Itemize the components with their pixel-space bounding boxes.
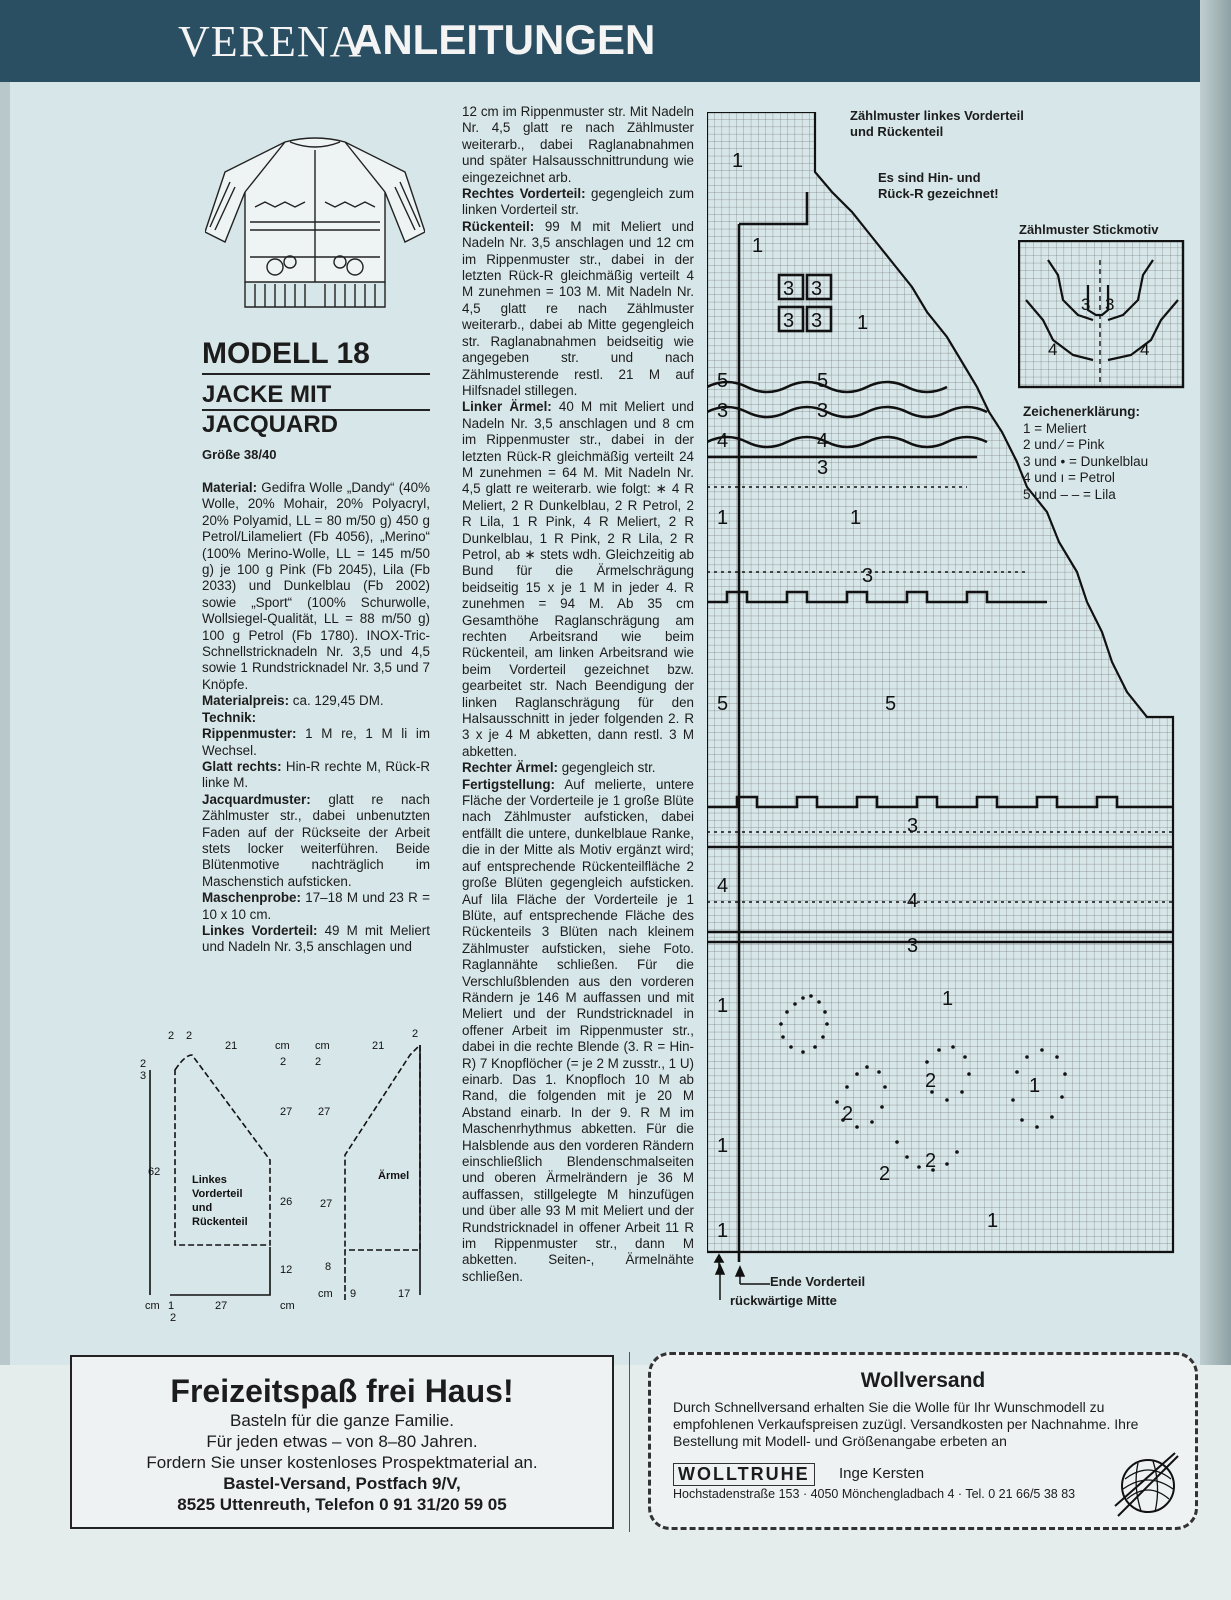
chart-number: 1 (752, 235, 764, 257)
chart-number: 5 (817, 370, 829, 392)
chart-number: 1 (717, 1220, 729, 1242)
stick-motif-title: Zählmuster Stickmotiv (1019, 222, 1159, 237)
schematic-measure: cm (280, 1300, 295, 1312)
legend (1023, 404, 1148, 503)
paragraph: Rechter Ärmel: gegengleich str. (462, 760, 656, 776)
schematic-measure: 2 (170, 1312, 177, 1324)
paragraph: Linkes Vorderteil: 49 M mit Meliert und Nadeln Nr. 3,5 anschlagen und (202, 922, 430, 955)
schematic-measure: 2 (315, 1056, 322, 1068)
chart-number: 2 (879, 1163, 891, 1185)
yarn-ball-icon (1113, 1451, 1183, 1521)
chart-number: 1 (1029, 1075, 1041, 1097)
page-header (0, 0, 1231, 82)
legend-title: Zeichenerklärung: (1023, 404, 1141, 419)
size-label: Größe 38/40 (202, 447, 277, 462)
paragraph: Rückenteil: 99 M mit Meliert und Nadeln Nr. 3,5 anschlagen und 12 cm im Rippenmuster str., dabei in der letzten Rück-R gleichmäßig verteilt 4 M zunehmen = 103 M. Mit Nadeln Nr. 4,5 glatt re nach Zählmuster weiterarb., dabei ab Mitte gegengleich str. Raglanabnahmen beidseitig wie angegeben str. und nach Zählmusterende restl. 21 M auf Hilfsnadel stillegen. (462, 218, 694, 398)
chart-number: 3 (862, 565, 874, 587)
legend-item: 1 = Meliert (1023, 420, 1087, 436)
schematic-label: Vorderteil (192, 1188, 243, 1200)
schematic-measure: 9 (350, 1288, 357, 1300)
chart-number: 3 (817, 400, 829, 422)
schematic-measure: cm (318, 1288, 333, 1300)
schematic-measure: 3 (140, 1070, 147, 1082)
stick-number: 4 (1140, 340, 1150, 359)
paragraph: Rippenmuster: 1 M re, 1 M li im Wechsel. (202, 726, 430, 758)
chart-number: 3 (907, 815, 919, 837)
chart-number: 4 (717, 875, 729, 897)
legend-item: 2 und ⁄ = Pink (1023, 437, 1105, 452)
legend-item: 5 und – – = Lila (1023, 486, 1116, 502)
sweater-sketch (205, 132, 425, 312)
chart-number: 5 (885, 693, 897, 715)
chart-number: 2 (925, 1070, 937, 1092)
instructions-column-1 (202, 480, 430, 956)
chart-number: 1 (717, 995, 729, 1017)
chart-number: 5 (717, 370, 729, 392)
chart-number: 1 (942, 988, 954, 1010)
schematic-measure: 2 (186, 1030, 193, 1042)
paragraph: Glatt rechts: Hin-R rechte M, Rück-R linke M. (202, 758, 430, 791)
schematic-label: Rückenteil (192, 1216, 248, 1228)
chart-number: 1 (857, 312, 869, 334)
paragraph: Jacquardmuster: glatt re nach Zählmuster str., dabei unbenutzten Faden auf der Rückseite der Arbeit stets locker weiterführen. Beide Blütenmotive nachträglich im Maschenstich aufsticken. (202, 791, 430, 889)
chart-number: 3 (783, 310, 795, 332)
schematic-label: Ärmel (378, 1170, 410, 1182)
instructions-column-2 (462, 104, 694, 1285)
schematic-measure: 21 (372, 1040, 385, 1052)
schematic-measure: cm (275, 1040, 290, 1052)
chart-number: 4 (717, 430, 729, 452)
chart-number: 4 (817, 430, 829, 452)
ad-address: Hochstadenstraße 153 · 4050 Mönchengladbach 4 · Tel. 0 21 66/5 38 83 (673, 1487, 1076, 1501)
schematic-measure: 12 (280, 1264, 293, 1276)
garment-schematic (130, 1025, 440, 1325)
schematic-measure: 1 (168, 1300, 175, 1312)
chart-number: 2 (925, 1150, 937, 1172)
ad-owner: Inge Kersten (839, 1465, 925, 1482)
schematic-measure: 17 (398, 1288, 411, 1300)
paragraph: Technik: (202, 709, 257, 725)
section-title: ANLEITUNGEN (352, 16, 656, 63)
chart-arrows (712, 1262, 772, 1302)
page-right-edge (1200, 0, 1231, 1600)
ad-line: Für jeden etwas – von 8–80 Jahren. (206, 1432, 478, 1451)
model-title: MODELL 18 (202, 337, 430, 375)
schematic-measure: 21 (225, 1040, 238, 1052)
ad-line: Basteln für die ganze Familie. (230, 1411, 454, 1430)
paragraph: Materialpreis: ca. 129,45 DM. (202, 693, 384, 709)
ad-bastel-versand (70, 1355, 614, 1529)
schematic-measure: 62 (148, 1166, 161, 1178)
chart-number: 3 (817, 457, 829, 479)
ad-address: Bastel-Versand, Postfach 9/V, (223, 1474, 461, 1493)
schematic-measure: cm (145, 1300, 160, 1312)
chart-number: 3 (717, 400, 729, 422)
stick-number: 3 (1081, 295, 1091, 314)
schematic-label: Linkes (192, 1174, 227, 1186)
paragraph: Rechtes Vorderteil: gegengleich zum linken Vorderteil str. (462, 186, 694, 218)
subtitle-line-2: JACQUARD (202, 411, 339, 438)
stick-number: 4 (1048, 340, 1058, 359)
page-left-edge (0, 82, 10, 1382)
chart-number: 3 (783, 278, 795, 300)
schematic-measure: cm (315, 1040, 330, 1052)
chart-number: 4 (907, 890, 919, 912)
schematic-measure: 27 (320, 1198, 333, 1210)
chart-number: 3 (907, 935, 919, 957)
schematic-measure: 27 (318, 1106, 331, 1118)
schematic-measure: 8 (325, 1261, 332, 1273)
paragraph: Material: Gedifra Wolle „Dandy“ (40% Wolle, 20% Mohair, 20% Polyacryl, 20% Polyamid, LL = 80 m/50 g) 450 g Petrol/Lilameliert (Fb 4056), „Merino“ (100% Merino-Wolle, LL = 145 m/50 g) je 100 g Pink (Fb 2045), Lila (Fb 2033) und Dunkelblau (Fb 2002) sowie „Sport“ (100% Schurwolle, Wollsiegel-Qualität, LL = 88 m/50 g) 100 g Petrol (Fb 1780). INOX-Tric-Schnellstricknadeln Nr. 3,5 und 4,5 sowie 1 Rundstricknadel Nr. 3,5 und 7 Knöpfe. (202, 480, 430, 692)
stick-motif-chart (1018, 240, 1186, 390)
schematic-measure: 26 (280, 1196, 293, 1208)
chart-number: 1 (717, 1135, 729, 1157)
chart-number: 1 (732, 150, 744, 172)
chart-number: 1 (987, 1210, 999, 1232)
schematic-label: und (192, 1202, 213, 1214)
schematic-measure: 27 (215, 1300, 228, 1312)
schematic-measure: 27 (280, 1106, 293, 1118)
legend-item: 3 und • = Dunkelblau (1023, 453, 1149, 469)
schematic-measure: 2 (140, 1058, 147, 1070)
chart-number: 1 (850, 507, 862, 529)
chart-bottom-label-2: rückwärtige Mitte (730, 1293, 837, 1308)
ad-headline: Freizeitspaß frei Haus! (170, 1373, 514, 1409)
ad-headline: Wollversand (860, 1369, 986, 1392)
chart-number: 2 (842, 1103, 854, 1125)
ad-divider (629, 1352, 630, 1532)
chart-title: Zählmuster linkes Vorderteil und Rückenteil (850, 108, 1024, 139)
ad-line: Fordern Sie unser kostenloses Prospektmaterial an. (146, 1453, 538, 1472)
schematic-measure: 2 (168, 1030, 175, 1042)
brand-name: VERENA (178, 17, 363, 66)
chart-bottom-label-1: Ende Vorderteil (770, 1274, 866, 1289)
ad-wollversand (648, 1352, 1198, 1530)
subtitle-line-1: JACKE MIT (202, 381, 430, 411)
schematic-measure: 2 (412, 1028, 419, 1040)
chart-note: Es sind Hin- und Rück-R gezeichnet! (878, 170, 999, 201)
chart-number: 3 (811, 310, 823, 332)
paragraph: 12 cm im Rippenmuster str. Mit Nadeln Nr. 4,5 glatt re nach Zählmuster weiterarb., dabei Raglanabnahmen und später Halsausschnittrundung wie eingezeichnet arb. (462, 104, 694, 185)
chart-number: 1 (717, 507, 729, 529)
stick-number: 3 (1105, 295, 1115, 314)
schematic-measure: 2 (280, 1056, 287, 1068)
wolltruhe-logo: WOLLTRUHE (673, 1463, 815, 1486)
legend-item: 4 und ı = Petrol (1023, 470, 1115, 485)
paragraph: Fertigstellung: Auf melierte, untere Fläche der Vorderteile je 1 große Blüte nach Zählmuster aufsticken, dabei entfällt die untere, dunkelblaue Ranke, die in der Mitte als Motiv ergänzt wird; auf entsprechende Rückenteilfläche 2 große Blüten gegengleich aufsticken. Auf lila Fläche der Vorderteile je 1 Blüte, auf entsprechende Fläche des Rückenteils 3 Blüten nach kleinem Zählmuster aufsticken, siehe Foto. Raglannähte schließen. Für die Verschlußblenden aus den vorderen Rändern je 146 M auffassen und mit Meliert und der Rundstricknadel in offener Arbeit im Rippenmuster str., dabei in die rechte Blende (3. R = Hin-R) 7 Knopflöcher (= je 2 M zusstr., 1 U) einarb. Das 1. Knopfloch 10 M ab Rand, die folgenden mit je 20 M Abstand einarb. In der 9. R M im Maschenrhythmus abketten. Für die Halsblende aus den vorderen Rändern einschließlich Blendenschmalseiten und oberen Ärmelrändern je 36 M auffassen, stillgelegte M hinzufügen und über alle 93 M mit Meliert und der Rundstricknadel in offener Arbeit 11 R im Rippenmuster str., dann M abketten. Seiten-, Ärmelnähte schließen. (462, 776, 694, 1284)
paragraph: Linker Ärmel: 40 M mit Meliert und Nadeln Nr. 3,5 anschlagen und 8 cm im Rippenmuster str., dabei in der letzten Rück-R gleichmäßig verteilt 24 M zunehmen = 64 M. Mit Nadeln Nr. 4,5 glatt re weiterarb. wie folgt: ∗ 4 R Meliert, 2 R Dunkelblau, 2 R Petrol, 2 R Lila, 1 R Pink, 4 R Meliert, 2 R Dunkelblau, 1 R Pink, 2 R Lila, 2 R Petrol, ab ∗ stets wdh. Gleichzeitig ab Bund für die Ärmelschrägung beidseitig 15 x je 1 M in jeder 4. R zunehmen = 94 M. Ab 35 cm Gesamthöhe Raglanschrägung am rechten Arbeitsrand wie beim Rückenteil, am linken Arbeitsrand wie beim Vorderteil gezeichnet bzw. gearbeitet str. Nach Beendigung der linken Raglanschrägung für den Halsausschnitt in jeder folgenden 2. R 3 x je 4 M abketten, dann restl. 3 M abketten. (462, 399, 694, 759)
chart-number: 3 (811, 278, 823, 300)
ad-text: Durch Schnellversand erhalten Sie die Wolle für Ihr Wunschmodell zu empfohlenen Verkaufspreisen zuzügl. Versandkosten per Nachnahme. Ihre Bestellung mit Modell- und Größenangabe erbeten an (673, 1399, 1139, 1449)
chart-number: 5 (717, 693, 729, 715)
ad-phone: 8525 Uttenreuth, Telefon 0 91 31/20 59 05 (177, 1495, 507, 1514)
model-subtitle (202, 381, 430, 439)
paragraph: Maschenprobe: 17–18 M und 23 R = 10 x 10 cm. (202, 890, 430, 922)
model-title-block (202, 337, 430, 462)
